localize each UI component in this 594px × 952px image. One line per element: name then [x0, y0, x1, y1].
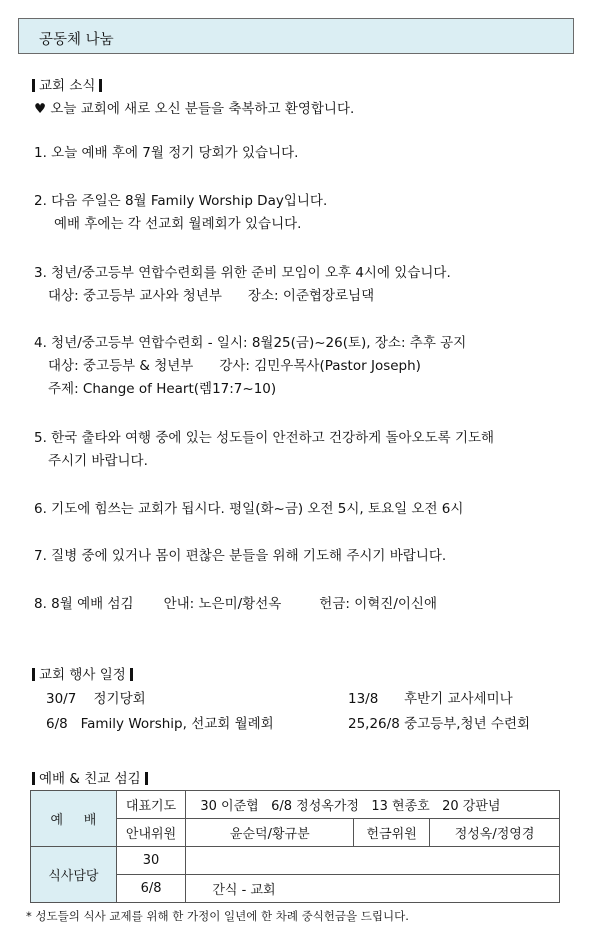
meal-value-2: 간식 - 교회 — [186, 875, 560, 903]
item-8-title: 8. 8월 예배 섬김 — [34, 596, 134, 612]
news-item-2-line1: 2. 다음 주일은 8월 Family Worship Day입니다. — [34, 193, 328, 209]
page-title: 공동체 나눔 — [39, 32, 114, 48]
usher-value: 윤순덕/황규분 — [186, 819, 354, 847]
heading-bar-right — [99, 79, 102, 92]
service-table — [30, 790, 560, 903]
news-heading — [32, 74, 102, 94]
news-item-4-line2 — [48, 354, 421, 374]
meal-date-2: 6/8 — [116, 875, 186, 903]
table-row — [31, 847, 560, 875]
prayer-value: 30 이준협 6/8 정성옥가정 13 현종호 20 강판념 — [186, 791, 560, 819]
news-welcome: ♥ 오늘 교회에 새로 오신 분들을 축복하고 환영합니다. — [34, 101, 355, 117]
page-header — [18, 18, 574, 54]
news-heading-text: 교회 소식 — [39, 78, 96, 94]
news-item-4-line1: 4. 청년/중고등부 연합수련회 - 일시: 8월25(금)~26(토), 장소: 추후 공지 — [34, 335, 467, 351]
news-item-5-line1: 5. 한국 출타와 여행 중에 있는 성도들이 안전하고 건강하게 돌아오도록 기도해 — [34, 430, 495, 446]
event-row-2-right: 25,26/8 중고등부,청년 수련회 — [348, 716, 531, 732]
service-heading — [32, 767, 148, 787]
item-8-usher: 안내: 노은미/황선옥 — [163, 596, 282, 612]
event-row-1-left: 30/7 정기당회 — [46, 691, 146, 707]
news-item-8 — [34, 592, 437, 612]
news-item-5-line2: 주시기 바랍니다. — [48, 453, 148, 469]
events-heading — [32, 663, 133, 683]
item-4-speaker: 강사: 김민우목사(Pastor Joseph) — [219, 358, 421, 374]
news-item-6: 6. 기도에 힘쓰는 교회가 됩시다. 평일(화~금) 오전 5시, 토요일 오전 6시 — [34, 501, 464, 517]
service-heading-text: 예배 & 친교 섬김 — [39, 771, 141, 787]
heading-bar-right — [130, 668, 133, 681]
heading-bar-left — [32, 668, 35, 681]
news-item-3-line2 — [48, 284, 374, 304]
table-row — [31, 791, 560, 819]
event-row-1-right: 13/8 후반기 교사세미나 — [348, 691, 513, 707]
event-row-2-left: 6/8 Family Worship, 선교회 월례회 — [46, 716, 274, 732]
heading-bar-left — [32, 772, 35, 785]
meal-value-1 — [186, 847, 560, 875]
footnote: * 성도들의 식사 교제를 위해 한 가정이 일년에 한 차례 중식헌금을 드립니다. — [26, 909, 409, 923]
usher-label: 안내위원 — [116, 819, 186, 847]
events-heading-text: 교회 행사 일정 — [39, 667, 126, 683]
news-item-2-line2: 예배 후에는 각 선교회 월례회가 있습니다. — [54, 216, 302, 232]
item-3-target: 대상: 중고등부 교사와 청년부 — [48, 288, 222, 304]
meal-date-1: 30 — [116, 847, 186, 875]
item-8-offering: 헌금: 이혁진/이신애 — [319, 596, 437, 612]
offering-value: 정성옥/정영경 — [430, 819, 560, 847]
news-item-1: 1. 오늘 예배 후에 7월 정기 당회가 있습니다. — [34, 145, 299, 161]
news-item-4-line3: 주제: Change of Heart(렘17:7~10) — [48, 381, 277, 397]
worship-label: 예 배 — [31, 791, 117, 847]
prayer-label: 대표기도 — [116, 791, 186, 819]
news-item-3-line1: 3. 청년/중고등부 연합수련회를 위한 준비 모임이 오후 4시에 있습니다. — [34, 265, 451, 281]
heading-bar-right — [145, 772, 148, 785]
item-4-target: 대상: 중고등부 & 청년부 — [48, 358, 194, 374]
heading-bar-left — [32, 79, 35, 92]
meal-label: 식사담당 — [31, 847, 117, 903]
item-3-place: 장소: 이준협장로님댁 — [247, 288, 375, 304]
offering-label: 헌금위원 — [354, 819, 430, 847]
news-item-7: 7. 질병 중에 있거나 몸이 편찮은 분들을 위해 기도해 주시기 바랍니다. — [34, 548, 447, 564]
